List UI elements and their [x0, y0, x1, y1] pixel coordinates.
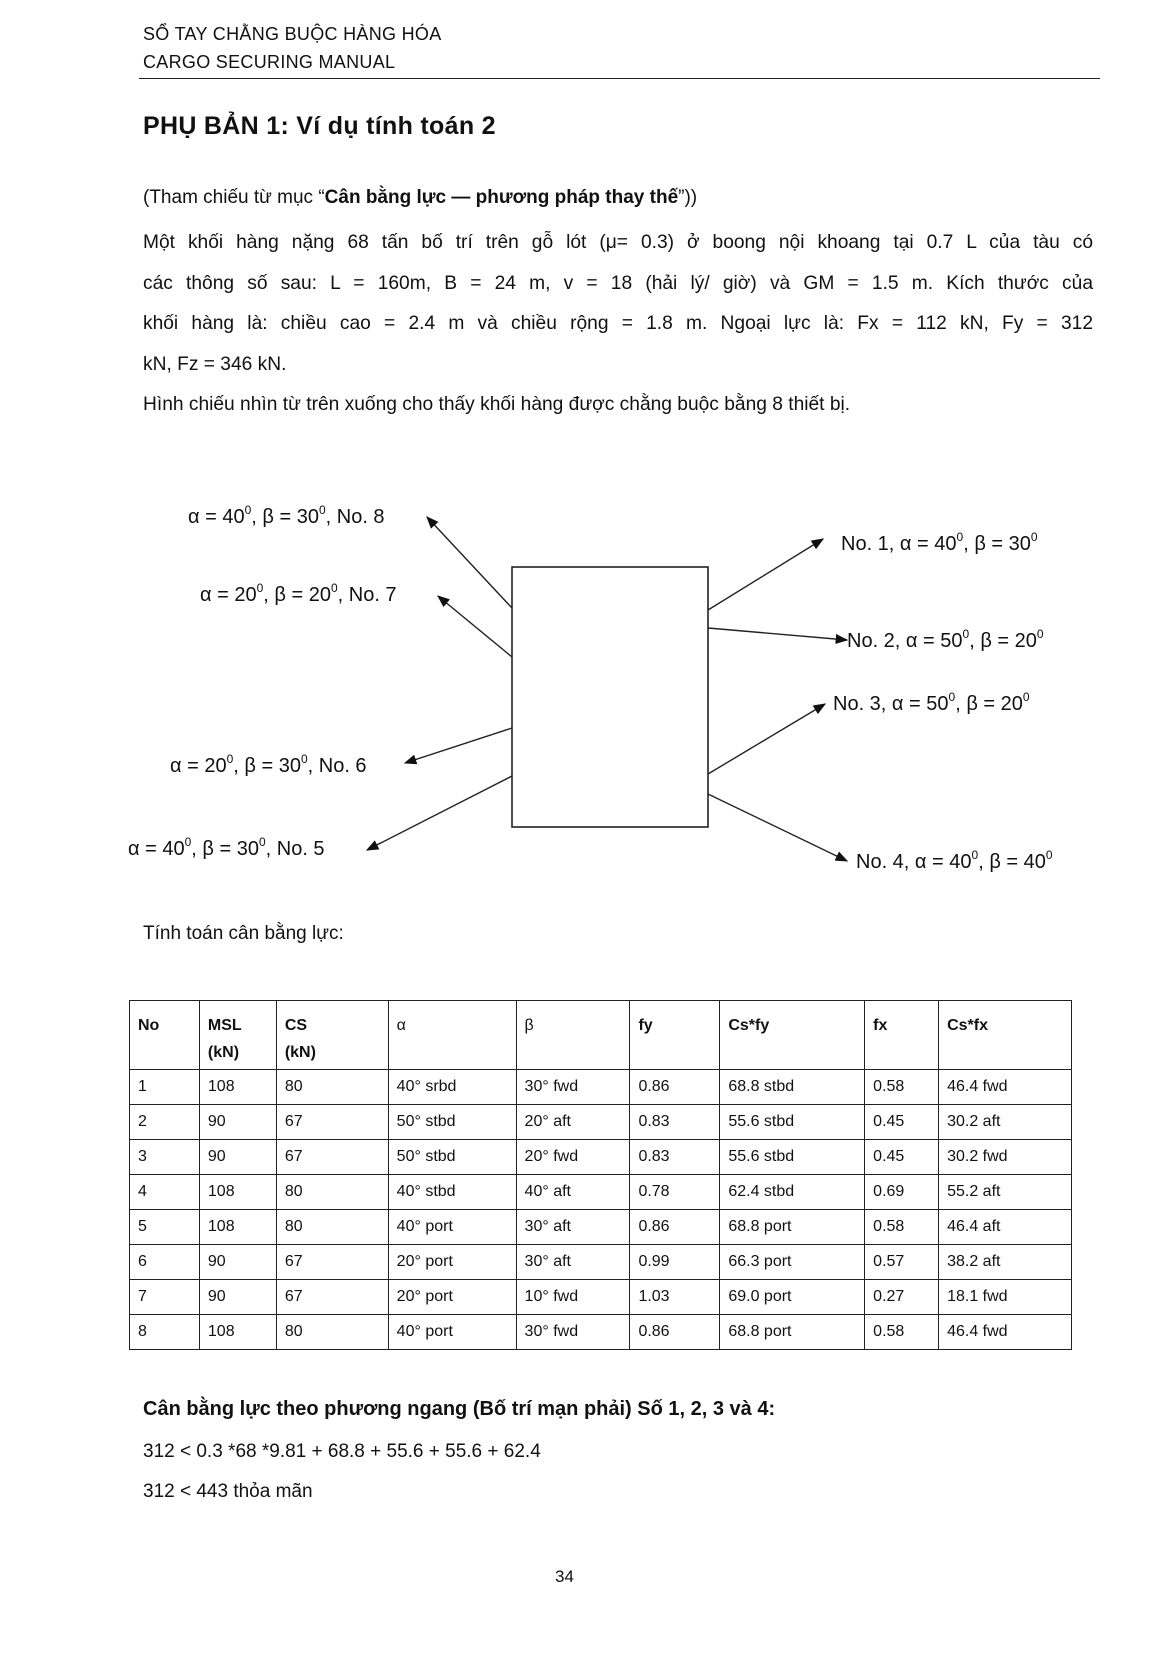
manual-title-en: CARGO SECURING MANUAL: [143, 52, 396, 72]
securing-table: [129, 1000, 1072, 1350]
statement-line-1: Một khối hàng nặng 68 tấn bố trí trên gỗ lót (μ= 0.3) ở boong nội khoang tại 0.7 L của tàu có: [143, 232, 1093, 253]
table-row: [130, 1315, 1072, 1350]
label-8-alpha: α = 40: [188, 506, 245, 528]
lashing-8-line: [427, 517, 512, 608]
table-cell: 55.6 stbd: [720, 1140, 865, 1175]
statement-line-4: kN, Fz = 346 kN.: [143, 353, 287, 375]
table-cell: 68.8 port: [720, 1315, 865, 1350]
label-lashing-7: [200, 581, 397, 607]
table-cell: 0.58: [865, 1070, 939, 1105]
statement-line-5: Hình chiếu nhìn từ trên xuống cho thấy khối hàng được chằng buộc bằng 8 thiết bị.: [143, 394, 851, 415]
label-7-number: , No. 7: [337, 584, 397, 606]
col-header-beta: β: [516, 1001, 630, 1038]
table-cell: 30° aft: [516, 1245, 630, 1280]
table-cell: 67: [276, 1140, 388, 1175]
table-cell: 30° fwd: [516, 1070, 630, 1105]
table-row: [130, 1105, 1072, 1140]
table-cell: 108: [199, 1210, 276, 1245]
table-cell: 0.86: [630, 1315, 720, 1350]
table-cell: 67: [276, 1245, 388, 1280]
label-7-beta: , β = 20: [263, 584, 331, 606]
label-8-beta: , β = 30: [251, 506, 319, 528]
table-cell: 0.83: [630, 1140, 720, 1175]
degree-mark: 0: [330, 581, 338, 595]
balance-heading: Cân bằng lực theo phương ngang (Bố trí mạn phải) Số 1, 2, 3 và 4:: [143, 1398, 776, 1420]
degree-mark: 0: [258, 835, 266, 849]
table-cell: 66.3 port: [720, 1245, 865, 1280]
table-cell: 0.58: [865, 1210, 939, 1245]
table-cell: 50° stbd: [388, 1105, 516, 1140]
table-cell: 7: [130, 1280, 200, 1315]
unit-cell: [630, 1037, 720, 1070]
degree-mark: 0: [956, 530, 964, 544]
degree-mark: 0: [244, 503, 252, 517]
table-cell: 10° fwd: [516, 1280, 630, 1315]
unit-cell: [865, 1037, 939, 1070]
table-row: [130, 1280, 1072, 1315]
table-cell: 1.03: [630, 1280, 720, 1315]
table-cell: 55.6 stbd: [720, 1105, 865, 1140]
table-row: [130, 1140, 1072, 1175]
table-cell: 38.2 aft: [939, 1245, 1072, 1280]
reference-prefix: (Tham chiếu từ mục “: [143, 187, 325, 208]
table-header-row: [130, 1001, 1072, 1038]
table-cell: 55.2 aft: [939, 1175, 1072, 1210]
page-title: PHỤ BẢN 1: Ví dụ tính toán 2: [143, 112, 496, 140]
table-cell: 40° port: [388, 1210, 516, 1245]
table-cell: 67: [276, 1105, 388, 1140]
label-4-beta: , β = 40: [978, 851, 1046, 873]
reference-suffix: ”)): [678, 187, 698, 208]
col-header-no: No: [130, 1001, 200, 1038]
col-header-cs-fy: Cs*fy: [720, 1001, 865, 1038]
label-2-alpha: No. 2, α = 50: [847, 630, 963, 652]
table-cell: 0.57: [865, 1245, 939, 1280]
degree-mark: 0: [1045, 848, 1053, 862]
table-cell: 40° stbd: [388, 1175, 516, 1210]
lashing-7-line: [438, 596, 512, 657]
table-row: [130, 1245, 1072, 1280]
lashing-4-line: [708, 794, 847, 861]
manual-title-vi: SỔ TAY CHẰNG BUỘC HÀNG HÓA: [143, 24, 442, 44]
degree-mark: 0: [948, 690, 956, 704]
label-1-alpha: No. 1, α = 40: [841, 533, 957, 555]
degree-mark: 0: [256, 581, 264, 595]
label-4-alpha: No. 4, α = 40: [856, 851, 972, 873]
table-cell: 3: [130, 1140, 200, 1175]
table-cell: 2: [130, 1105, 200, 1140]
table-cell: 0.69: [865, 1175, 939, 1210]
degree-mark: 0: [1030, 530, 1038, 544]
label-lashing-2: [847, 627, 1044, 653]
table-cell: 46.4 fwd: [939, 1315, 1072, 1350]
label-lashing-4: [856, 848, 1053, 874]
table-cell: 68.8 stbd: [720, 1070, 865, 1105]
lashing-3-line: [708, 704, 825, 774]
statement-line-2: các thông số sau: L = 160m, B = 24 m, v = 18 (hải lý/ giờ) và GM = 1.5 m. Kích thước của: [143, 272, 1093, 294]
table-cell: 50° stbd: [388, 1140, 516, 1175]
label-6-beta: , β = 30: [233, 755, 301, 777]
table-cell: 1: [130, 1070, 200, 1105]
table-cell: 69.0 port: [720, 1280, 865, 1315]
lashing-5-line: [367, 776, 512, 850]
table-cell: 30.2 aft: [939, 1105, 1072, 1140]
page-number: 34: [555, 1567, 574, 1586]
label-5-number: , No. 5: [265, 838, 325, 860]
table-cell: 90: [199, 1280, 276, 1315]
table-cell: 40° port: [388, 1315, 516, 1350]
unit-cell: [720, 1037, 865, 1070]
degree-mark: 0: [184, 835, 192, 849]
col-header-cs-fx: Cs*fx: [939, 1001, 1072, 1038]
label-5-alpha: α = 40: [128, 838, 185, 860]
table-cell: 80: [276, 1070, 388, 1105]
table-cell: 18.1 fwd: [939, 1280, 1072, 1315]
label-lashing-3: [833, 690, 1030, 716]
table-cell: 46.4 fwd: [939, 1070, 1072, 1105]
degree-mark: 0: [318, 503, 326, 517]
table-cell: 20° port: [388, 1245, 516, 1280]
degree-mark: 0: [1022, 690, 1030, 704]
degree-mark: 0: [226, 752, 234, 766]
label-lashing-6: [170, 752, 367, 778]
balance-equation: 312 < 0.3 *68 *9.81 + 68.8 + 55.6 + 55.6 + 62.4: [143, 1441, 541, 1462]
calc-heading: Tính toán cân bằng lực:: [143, 923, 344, 944]
label-lashing-5: [128, 835, 325, 861]
unit-cell: (kN): [276, 1037, 388, 1070]
table-cell: 90: [199, 1105, 276, 1140]
table-cell: 62.4 stbd: [720, 1175, 865, 1210]
table-cell: 68.8 port: [720, 1210, 865, 1245]
table-cell: 30.2 fwd: [939, 1140, 1072, 1175]
unit-cell: [516, 1037, 630, 1070]
table-cell: 0.27: [865, 1280, 939, 1315]
table-cell: 6: [130, 1245, 200, 1280]
unit-cell: [388, 1037, 516, 1070]
table-cell: 20° port: [388, 1280, 516, 1315]
label-1-beta: , β = 30: [963, 533, 1031, 555]
col-header-msl: MSL: [199, 1001, 276, 1038]
table-row: [130, 1175, 1072, 1210]
table-cell: 108: [199, 1175, 276, 1210]
table-cell: 0.58: [865, 1315, 939, 1350]
table-cell: 80: [276, 1175, 388, 1210]
table-cell: 4: [130, 1175, 200, 1210]
table-cell: 0.86: [630, 1210, 720, 1245]
col-header-alpha: α: [388, 1001, 516, 1038]
table-cell: 20° fwd: [516, 1140, 630, 1175]
label-2-beta: , β = 20: [969, 630, 1037, 652]
table-cell: 108: [199, 1315, 276, 1350]
table-cell: 90: [199, 1140, 276, 1175]
table-row: [130, 1070, 1072, 1105]
table-cell: 40° srbd: [388, 1070, 516, 1105]
reference-section-name: Cân bằng lực — phương pháp thay thế: [324, 187, 679, 208]
table-cell: 8: [130, 1315, 200, 1350]
table-cell: 30° fwd: [516, 1315, 630, 1350]
label-5-beta: , β = 30: [191, 838, 259, 860]
table-cell: 40° aft: [516, 1175, 630, 1210]
table-cell: 108: [199, 1070, 276, 1105]
lashing-1-line: [708, 539, 823, 610]
col-header-fy: fy: [630, 1001, 720, 1038]
degree-mark: 0: [971, 848, 979, 862]
table-cell: 0.45: [865, 1105, 939, 1140]
unit-cell: [939, 1037, 1072, 1070]
label-lashing-8: [188, 503, 385, 529]
balance-result: 312 < 443 thỏa mãn: [143, 1481, 313, 1502]
table-cell: 0.45: [865, 1140, 939, 1175]
col-header-fx: fx: [865, 1001, 939, 1038]
unit-cell: (kN): [199, 1037, 276, 1070]
table-cell: 20° aft: [516, 1105, 630, 1140]
table-cell: 67: [276, 1280, 388, 1315]
table-cell: 0.99: [630, 1245, 720, 1280]
label-7-alpha: α = 20: [200, 584, 257, 606]
degree-mark: 0: [300, 752, 308, 766]
lashing-2-line: [708, 628, 847, 640]
col-header-cs: CS: [276, 1001, 388, 1038]
label-3-beta: , β = 20: [955, 693, 1023, 715]
table-row: [130, 1210, 1072, 1245]
table-cell: 0.86: [630, 1070, 720, 1105]
degree-mark: 0: [962, 627, 970, 641]
lashing-6-line: [405, 728, 512, 763]
label-6-number: , No. 6: [307, 755, 367, 777]
table-cell: 90: [199, 1245, 276, 1280]
table-units-row: [130, 1037, 1072, 1070]
table-cell: 30° aft: [516, 1210, 630, 1245]
label-3-alpha: No. 3, α = 50: [833, 693, 949, 715]
table-cell: 80: [276, 1210, 388, 1245]
label-6-alpha: α = 20: [170, 755, 227, 777]
degree-mark: 0: [1036, 627, 1044, 641]
label-8-number: , No. 8: [325, 506, 385, 528]
table-cell: 80: [276, 1315, 388, 1350]
label-lashing-1: [841, 530, 1038, 556]
cargo-block: [512, 567, 708, 827]
statement-line-3: khối hàng là: chiều cao = 2.4 m và chiều rộng = 1.8 m. Ngoại lực là: Fx = 112 kN, Fy = 312: [143, 313, 1093, 334]
table-cell: 0.83: [630, 1105, 720, 1140]
table-cell: 46.4 aft: [939, 1210, 1072, 1245]
unit-cell: [130, 1037, 200, 1070]
table-cell: 0.78: [630, 1175, 720, 1210]
table-cell: 5: [130, 1210, 200, 1245]
